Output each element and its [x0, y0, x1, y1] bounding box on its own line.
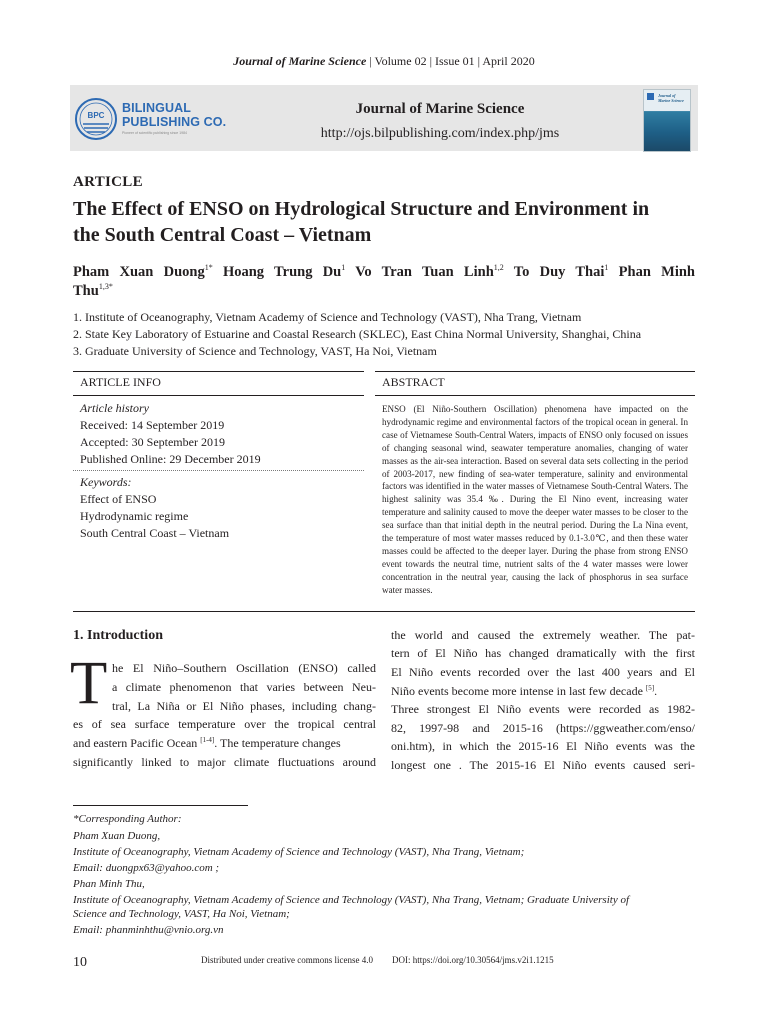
intro-right-line-1: the world and caused the extremely weather. The pat-	[391, 628, 695, 642]
intro-left-line-2: a climate phenomenon that varies between Neu-	[112, 680, 376, 694]
author-5: Phan Minh	[618, 264, 696, 280]
intro-left-line-4: es of sea surface temperature over the tropical central	[73, 717, 376, 731]
journal-cover-image	[643, 89, 691, 152]
footnote-corresponding: *Corresponding Author:	[73, 813, 182, 825]
intro-left-line-1: he El Niño–Southern Oscillation (ENSO) called	[112, 661, 376, 675]
footnote-email-2: Email: phanminhthu@vnio.org.vn	[73, 924, 224, 936]
affiliation-2: 2. State Key Laboratory of Estuarine and Coastal Research (SKLEC), East China Normal University, Shanghai, China	[73, 327, 642, 341]
drop-cap: T	[70, 650, 108, 717]
keyword-2: Hydrodynamic regime	[80, 509, 189, 523]
citation-1-4: [1-4]	[200, 736, 215, 744]
publisher-name-line1: BILINGUAL	[122, 101, 191, 115]
article-info-heading: ARTICLE INFO	[80, 375, 161, 389]
publisher-name	[122, 101, 226, 129]
author-3: Vo Tran Tuan Linh$^{1,2}$	[355, 263, 504, 280]
intro-right-line-3: El Niño events recorded over the last 400 years and El	[391, 665, 695, 679]
footnote-rule	[73, 805, 248, 806]
keywords-block	[80, 474, 229, 542]
intro-left-line-3: tral, La Niña or El Niño phases, including chang-	[112, 699, 376, 713]
intro-right-line-4: Niño events become more intense in last few decade [5].	[391, 684, 658, 698]
intro-right-line-2: tern of El Niño has changed dramatically with the first	[391, 646, 695, 660]
page-number: 10	[73, 955, 87, 970]
author-5-continued: Thu$^{1,3*}$	[73, 282, 113, 299]
footnote-author-2: Phan Minh Thu,	[73, 878, 145, 890]
info-divider	[73, 470, 364, 471]
doi-link[interactable]: DOI: https://doi.org/10.30564/jms.v2i1.1215	[392, 955, 554, 965]
article-title	[73, 196, 703, 248]
abstract-heading-rule	[375, 395, 695, 396]
affiliation-1: 1. Institute of Oceanography, Vietnam Academy of Science and Technology (VAST), Nha Trang, Vietnam	[73, 310, 582, 324]
publisher-name-line2: PUBLISHING CO.	[122, 115, 227, 129]
intro-left-line-6: significantly linked to major climate fluctuations around	[73, 755, 376, 769]
published-date: Published Online: 29 December 2019	[80, 452, 261, 466]
keyword-1: Effect of ENSO	[80, 492, 157, 506]
keyword-3: South Central Coast – Vietnam	[80, 526, 230, 540]
intro-right-line-8: longest one . The 2015-16 El Niño events caused seri-	[391, 758, 695, 772]
footnote-affil-2: Institute of Oceanography, Vietnam Academy of Science and Technology (VAST), Nha Trang, Vietnam; Graduate University of	[73, 894, 630, 906]
running-head-issue: | Volume 02 | Issue 01 | April 2020	[366, 54, 535, 68]
citation-5: [5]	[645, 684, 655, 692]
received-date: Received: 14 September 2019	[80, 418, 225, 432]
cover-logo	[647, 93, 654, 100]
intro-right-line-7: oni.htm), in which the 2015-16 El Niño events was the	[391, 739, 695, 753]
intro-right-line-6: 82, 1997-98 and 2015-16 (https://ggweather.com/enso/	[391, 721, 695, 735]
author-2: Hoang Trung Du$^1$	[222, 263, 346, 280]
abstract-top-rule	[375, 371, 695, 372]
section-heading-introduction: 1. Introduction	[73, 628, 163, 643]
author-list	[73, 261, 695, 283]
running-head	[0, 54, 768, 69]
article-title-line1: The Effect of ENSO on Hydrological Structure and Environment in	[73, 198, 650, 220]
article-type: ARTICLE	[73, 174, 143, 190]
abstract-text: ENSO (El Niño-Southern Oscillation) phenomena have impacted on the hydrodynamic regime and environmental factors of the tropical ocean in general. In case of Vietnamese South-Central Waters, impacts of ENSO only focused on issues of changing seasonal wind, seawater temperature anomalies, changing of water masses as the air-sea interaction. Based on several data sets collecting in the period of 2003-2017, new finding of sea-water temperature, salinity and environmental factors was identified in the water masses of Vietnamese South-Central Waters. The highest salinity was 35.4 ‰. During the El Nino event, increasing water temperature and salinity caused to move the deeper water masses to be closer to the sea surface than that initial depth in the neutral period. During the La Nina event, the temperature of most water masses reduced by 0.1-3.0℃, and then these water masses could be affected to the deeper layer. During the phase from strong ENSO event towards the neutral time, nutrient salts of the 4 water masses were lower concentration in the neutral year, causing the lack of phosphorus in sea surface water masses.	[382, 404, 688, 595]
article-history	[80, 400, 261, 468]
author-4: To Duy Thai$^1$	[513, 263, 609, 280]
publisher-tagline: Pioneer of scientific publishing since 1984	[122, 131, 187, 135]
banner-journal-title: Journal of Marine Science	[355, 101, 525, 117]
footnote-affil-2-cont: Science and Technology, VAST, Ha Noi, Vietnam;	[73, 908, 290, 920]
running-head-journal: Journal of Marine Science	[233, 54, 367, 68]
intro-left-line-5: and eastern Pacific Ocean [1-4]. The temperature changes	[73, 736, 341, 750]
license-note: Distributed under creative commons license 4.0	[201, 955, 373, 965]
author-1: Pham Xuan Duong$^{1*}$	[73, 263, 213, 280]
affiliation-3: 3. Graduate University of Science and Technology, VAST, Ha Noi, Vietnam	[73, 344, 437, 358]
intro-right-line-5: Three strongest El Niño events were recorded as 1982-	[391, 702, 695, 716]
footnote-author-1: Pham Xuan Duong,	[73, 830, 161, 842]
abstract-heading: ABSTRACT	[382, 375, 445, 389]
abstract-bottom-rule	[73, 611, 695, 612]
history-label: Article history	[80, 401, 149, 415]
info-heading-rule	[73, 395, 364, 396]
cover-title: Journal of Marine Science	[658, 93, 684, 103]
article-title-line2: the South Central Coast – Vietnam	[73, 224, 372, 246]
publisher-logo	[72, 90, 122, 146]
accepted-date: Accepted: 30 September 2019	[80, 435, 225, 449]
keywords-label: Keywords:	[80, 475, 132, 489]
journal-url[interactable]: http://ojs.bilpublishing.com/index.php/jms	[320, 126, 560, 141]
footnote-affil-1: Institute of Oceanography, Vietnam Academy of Science and Technology (VAST), Nha Trang, Vietnam;	[73, 846, 525, 858]
logo-badge: BPC	[87, 111, 105, 120]
info-top-rule	[73, 371, 364, 372]
footnote-email-1: Email: duongpx63@yahoo.com ;	[73, 862, 220, 874]
